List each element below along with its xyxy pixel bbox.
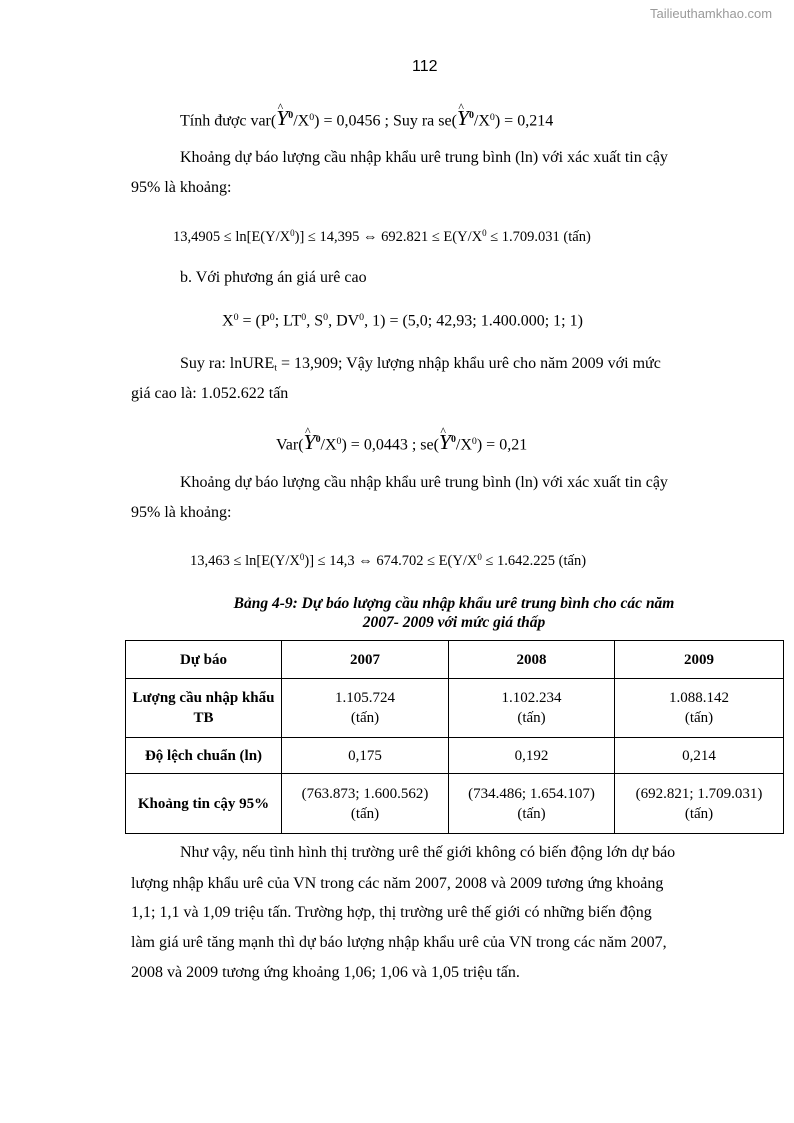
table-caption: Bảng 4-9: Dự báo lượng cầu nhập khẩu urê trung bình cho các năm	[233, 595, 675, 612]
text-segment: = (P	[238, 312, 270, 330]
row-label: Lượng cầu nhập khẩu TB	[126, 679, 282, 738]
sup-text: 0	[290, 228, 295, 238]
paragraph-text: giá cao là: 1.052.622 tấn	[131, 385, 289, 402]
text-segment: X	[222, 312, 234, 330]
sup-text: 0	[299, 552, 305, 562]
sub-text: t	[274, 362, 277, 374]
cell-value: 1.105.724	[335, 690, 395, 706]
text-segment: /X	[320, 436, 337, 454]
conclusion-line: 2008 và 2009 tương ứng khoảng 1,06; 1,06 và 1,05 triệu tấn.	[131, 964, 520, 981]
cell-unit: (tấn)	[350, 710, 380, 726]
watermark: Tailieuthamkhao.com	[650, 6, 773, 21]
text-segment: ) = 0,21	[476, 436, 528, 454]
table-cell	[282, 774, 449, 834]
paragraph-text	[180, 354, 661, 378]
row-label: Khoảng tin cậy 95%	[126, 774, 282, 834]
text-segment: ≤ 1.709.031 (tấn)	[486, 228, 591, 245]
conclusion-line: làm giá urê tăng mạnh thì dự báo lượng nhập khẩu urê của VN trong các năm 2007,	[131, 934, 667, 951]
cell-unit: (tấn)	[517, 710, 546, 726]
cell-value: 1.088.142	[669, 690, 729, 706]
cell-unit: (tấn)	[350, 805, 380, 822]
text-segment: , 1) = (5,0; 42,93; 1.400.000; 1; 1)	[364, 312, 583, 330]
equation-variance-low	[180, 106, 553, 131]
table-header: 2008	[449, 641, 615, 679]
text-segment: ) = 0,0456 ; Suy ra se(	[314, 112, 457, 130]
text-segment: /X	[455, 436, 472, 454]
sup-text: 0	[309, 111, 315, 123]
y-hat-symbol: ^ Y	[276, 108, 288, 130]
text-segment: , DV	[328, 312, 360, 330]
equation-x0	[222, 308, 583, 331]
table-header: 2009	[615, 641, 784, 679]
conclusion-line: 1,1; 1,1 và 1,09 triệu tấn. Trường hợp, thị trường urê thế giới có những biến động	[131, 904, 652, 921]
paragraph-text: 95% là khoảng:	[131, 179, 232, 196]
text-segment: /X	[473, 112, 490, 130]
table-row	[126, 679, 784, 738]
text-segment: = 13,909; Vậy lượng nhập khẩu urê cho năm 2009 với mức	[276, 355, 661, 372]
text-segment: ) = 0,0443 ; se(	[341, 436, 439, 454]
paragraph-text: 95% là khoảng:	[131, 504, 232, 521]
sup-text: 0	[359, 312, 365, 323]
y-hat-symbol: ^ Y	[304, 432, 316, 454]
cell-value: (734.486; 1.654.107)	[468, 785, 595, 802]
text-segment: 13,4905 ≤ ln[E(Y/X	[173, 228, 291, 245]
cell-value: (692.821; 1.709.031)	[635, 785, 763, 802]
bsup-text: 0	[315, 434, 321, 445]
table-caption: 2007- 2009 với mức giá thấp	[362, 614, 546, 631]
table-cell	[615, 774, 784, 834]
cell-unit: (tấn)	[517, 805, 546, 822]
text-segment: ; LT	[274, 312, 302, 330]
table-cell: 0,192	[449, 738, 615, 774]
sup-text: 0	[301, 312, 307, 323]
page-number: 112	[412, 58, 438, 75]
sup-text: 0	[336, 435, 342, 447]
text-segment: 13,463 ≤ ln[E(Y/X	[190, 552, 300, 569]
cell-unit: (tấn)	[684, 710, 714, 726]
text-segment: , S	[306, 312, 324, 330]
table-header: 2007	[282, 641, 449, 679]
text-segment: )] ≤ 14,3 ⇔ 674.702 ≤ E(Y/X	[304, 552, 478, 569]
bsup-text: 0	[450, 434, 456, 445]
forecast-table	[125, 640, 784, 834]
bsup-text: 0	[288, 110, 294, 121]
equation-variance-high	[276, 430, 527, 455]
sup-text: 0	[323, 312, 329, 323]
text-segment: ≤ 1.642.225 (tấn)	[481, 552, 587, 569]
y-hat-symbol: ^ Y	[457, 108, 469, 130]
table-cell	[449, 679, 615, 738]
text-segment: Var(	[276, 436, 304, 454]
sup-text: 0	[482, 228, 487, 238]
cell-value: 1.102.234	[501, 690, 562, 706]
text-segment: Suy ra: lnURE	[180, 355, 275, 372]
table-cell: 0,214	[615, 738, 784, 774]
table-cell	[449, 774, 615, 834]
paragraph-text: Khoảng dự báo lượng cầu nhập khẩu urê trung bình (ln) với xác xuất tin cậy	[180, 474, 668, 491]
table-row	[126, 738, 784, 774]
sup-text: 0	[489, 111, 495, 123]
bsup-text: 0	[468, 110, 474, 121]
table-header: Dự báo	[126, 641, 282, 679]
paragraph-text: Khoảng dự báo lượng cầu nhập khẩu urê trung bình (ln) với xác xuất tin cậy	[180, 149, 668, 166]
text-segment: )] ≤ 14,395 ⇔ 692.821 ≤ E(Y/X	[294, 228, 483, 245]
text-segment: /X	[293, 112, 310, 130]
equation-confidence-interval-low	[173, 223, 591, 247]
table-row	[126, 774, 784, 834]
equation-confidence-interval-high	[190, 547, 586, 571]
row-label: Độ lệch chuẩn (ln)	[126, 738, 282, 774]
cell-unit: (tấn)	[684, 805, 714, 822]
conclusion-line: Như vậy, nếu tình hình thị trường urê thế giới không có biến động lớn dự báo	[180, 844, 676, 861]
sup-text: 0	[269, 312, 275, 323]
cell-value: (763.873; 1.600.562)	[301, 785, 429, 802]
sup-text: 0	[233, 312, 239, 323]
text-segment: Tính được var(	[180, 112, 277, 130]
conclusion-line: lượng nhập khẩu urê của VN trong các năm 2007, 2008 và 2009 tương ứng khoảng	[131, 875, 664, 892]
table-cell: 0,175	[282, 738, 449, 774]
y-hat-symbol: ^ Y	[439, 432, 451, 454]
sup-text: 0	[477, 552, 482, 562]
table-cell	[282, 679, 449, 738]
table-header-row	[126, 641, 784, 679]
table-cell	[615, 679, 784, 738]
text-segment: ) = 0,214	[494, 112, 554, 130]
sup-text: 0	[471, 435, 477, 447]
section-heading-b: b. Với phương án giá urê cao	[180, 269, 367, 286]
